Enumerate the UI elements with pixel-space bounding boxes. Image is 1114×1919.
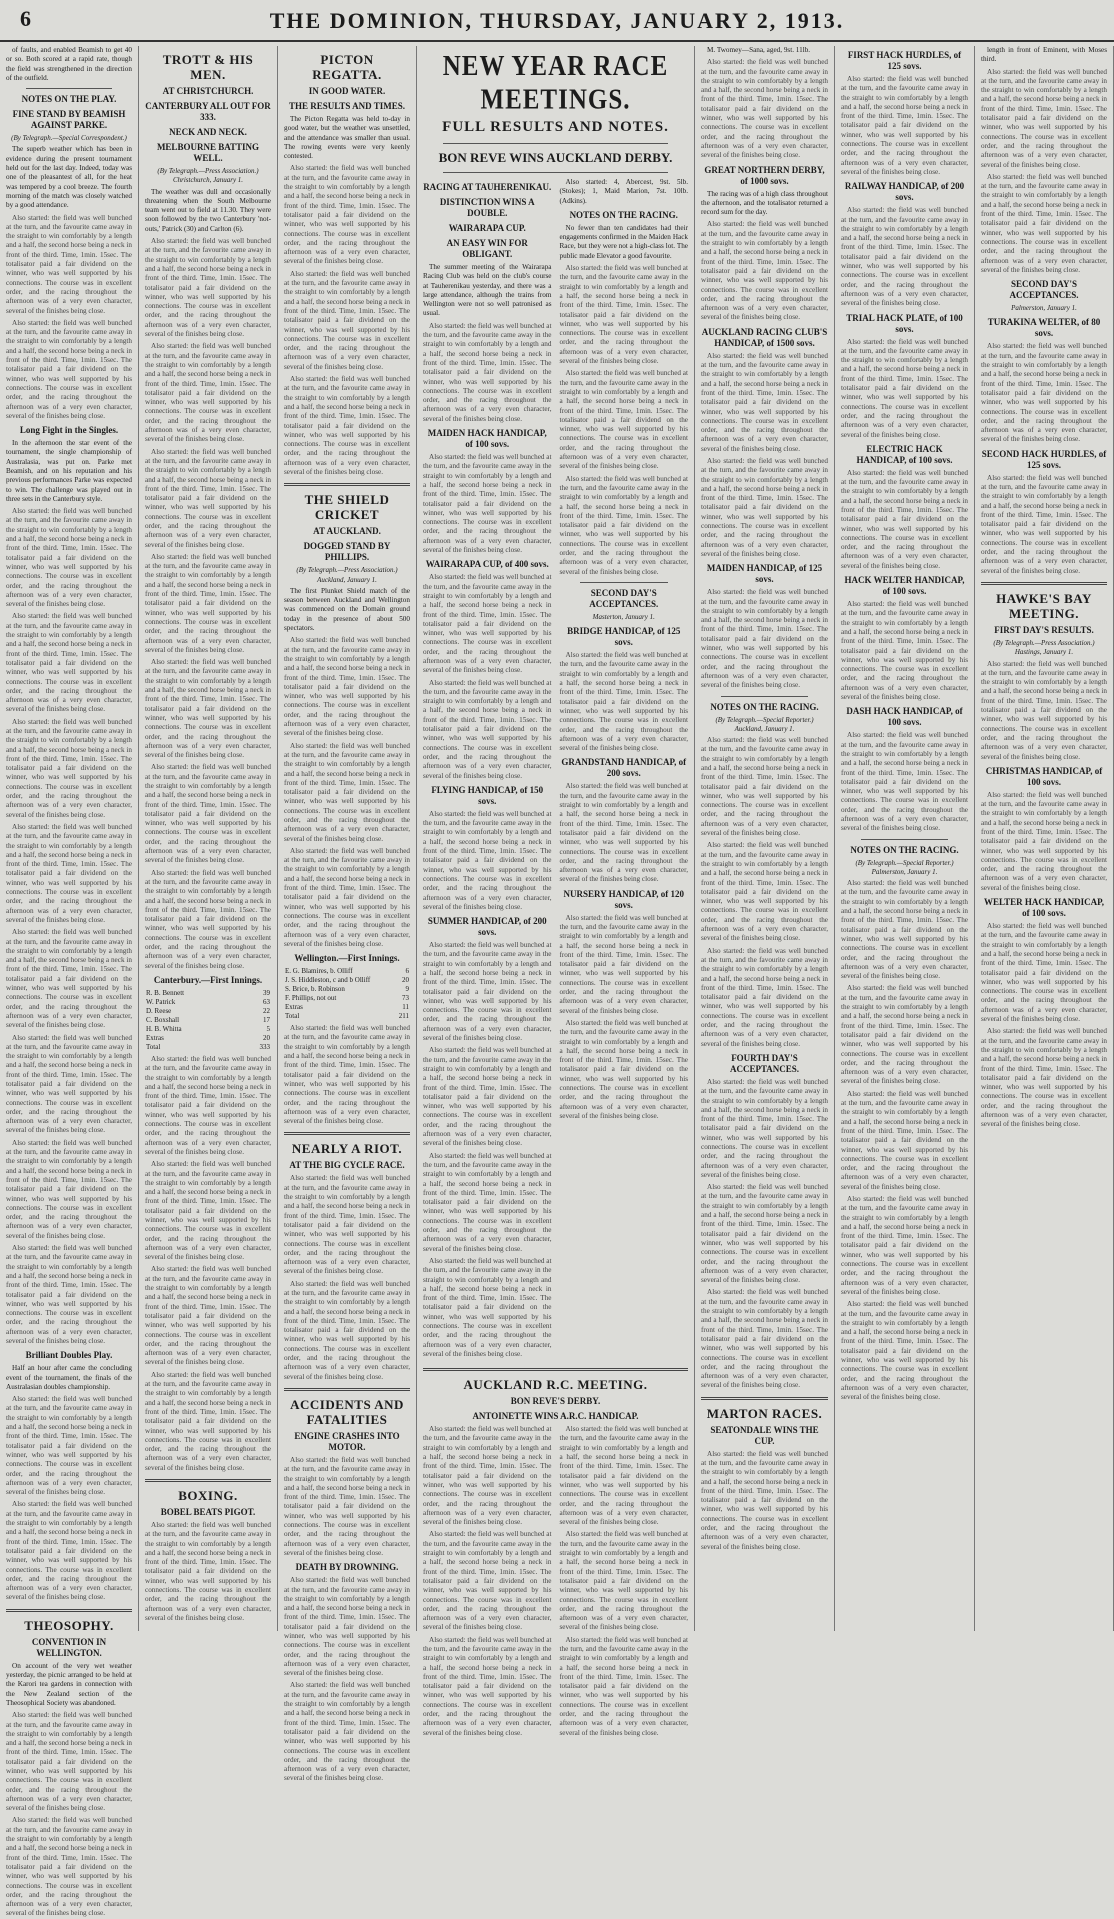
article-text: The racing was of a high class throughout the afternoon, and the totalisator returned a record sum for the day.	[701, 189, 828, 217]
column-1	[0, 46, 139, 1918]
lead-headline: NEW YEAR RACE MEETINGS.	[442, 50, 669, 116]
section-heading: NOTES ON THE RACING.	[850, 844, 959, 855]
column-4-lead	[417, 46, 695, 1737]
article-text: Also started: the field was well bunched at the turn, and the favourite came away in the straight to win comfortably by a length and a half, the second horse being a neck in front of the third. Time, 1min. 15sec. The totalisator paid a fair dividend on the winner, who was well supported by his connections. The course was in excellent order, and the racing throughout the afternoon was of a very even character, several of the finishes being close.	[981, 790, 1107, 892]
article-text: Also started: the field was well bunched at the turn, and the favourite came away in the straight to win comfortably by a length and a half, the second horse being a neck in front of the third. Time, 1min. 15sec. The totalisator paid a fair dividend on the winner, who was well supported by his connections. The course was in excellent order, and the racing throughout the afternoon was of a very even character, several of the finishes being close.	[145, 1054, 271, 1156]
article-headline: TROTT & HIS MEN.	[162, 52, 254, 82]
article-text: Also started: the field was well bunched at the turn, and the favourite came away in the straight to win comfortably by a length and a half, the second horse being a neck in front of the third. Time, 1min. 15sec. The totalisator paid a fair dividend on the winner, who was well supported by his connections. The course was in excellent order, and the racing throughout the afternoon was of a very even character, several of the finishes being close.	[841, 206, 968, 308]
article-text: Also started: the field was well bunched at the turn, and the favourite came away in the straight to win comfortably by a length and a half, the second horse being a neck in front of the third. Time, 1min. 15sec. The totalisator paid a fair dividend on the winner, who was well supported by his connections. The course was in excellent order, and the racing throughout the afternoon was of a very even character, several of the finishes being close.	[841, 600, 968, 702]
lead-column-left	[423, 178, 552, 1362]
race-title: NURSERY HANDICAP, of 120 sovs.	[563, 888, 685, 910]
table-title: Canterbury.—First Innings.	[153, 974, 263, 985]
article-text: The weather was dull and occasionally threatening when the South Melbourne team went out to field at 11.30. They were soon followed by the two Canterbury 'not-outs,' Patrick (30) and Carlton (6).	[145, 187, 271, 233]
column-3	[278, 46, 417, 1783]
article-text: Also started: the field was well bunched at the turn, and the favourite came away in the straight to win comfortably by a length and a half, the second horse being a neck in front of the third. Time, 1min. 15sec. The totalisator paid a fair dividend on the winner, who was well supported by his connections. The course was in excellent order, and the racing throughout the afternoon was of a very even character, several of the finishes being close.	[981, 922, 1107, 1024]
section-heading: NOTES ON THE RACING.	[710, 701, 819, 712]
article-text: Also started: the field was well bunched at the turn, and the favourite came away in the straight to win comfortably by a length and a half, the second horse being a neck in front of the third. Time, 1min. 15sec. The totalisator paid a fair dividend on the winner, who was well supported by his connections. The course was in excellent order, and the racing throughout the afternoon was of a very even character, several of the finishes being close.	[284, 1279, 410, 1381]
subheading: NECK AND NECK.	[169, 127, 247, 137]
article-text: Also started: the field was well bunched at the turn, and the favourite came away in the straight to win comfortably by a length and a half, the second horse being a neck in front of the third. Time, 1min. 15sec. The totalisator paid a fair dividend on the winner, who was well supported by his connections. The course was in excellent order, and the racing throughout the afternoon was of a very even character, several of the finishes being close.	[6, 1816, 132, 1918]
article-text: Also started: the field was well bunched at the turn, and the favourite came away in the straight to win comfortably by a length and a half, the second horse being a neck in front of the third. Time, 1min. 15sec. The totalisator paid a fair dividend on the winner, who was well supported by his connections. The course was in excellent order, and the racing throughout the afternoon was of a very even character, several of the finishes being close.	[559, 651, 688, 753]
section-heading: NOTES ON THE PLAY.	[21, 94, 117, 105]
subheading: WAIRARAPA CUP.	[448, 223, 526, 233]
article-headline: MARTON RACES.	[706, 1405, 823, 1421]
article-text: Also started: the field was well bunched at the turn, and the favourite came away in the straight to win comfortably by a length and a half, the second horse being a neck in front of the third. Time, 1min. 15sec. The totalisator paid a fair dividend on the winner, who was well supported by his connections. The course was in excellent order, and the racing throughout the afternoon was of a very even character, several of the finishes being close.	[6, 213, 132, 315]
lead-column-right	[560, 178, 689, 1362]
race-title: AUCKLAND RACING CLUB'S HANDICAP, of 1500 sovs.	[701, 326, 828, 348]
article-text: Also started: the field was well bunched at the turn, and the favourite came away in the straight to win comfortably by a length and a half, the second horse being a neck in front of the third. Time, 1min. 15sec. The totalisator paid a fair dividend on the winner, who was well supported by his connections. The course was in excellent order, and the racing throughout the afternoon was of a very even character, several of the finishes being close.	[841, 75, 968, 176]
article-text: Also started: the field was well bunched at the turn, and the favourite came away in the straight to win comfortably by a length and a half, the second horse being a neck in front of the third. Time, 1min. 15sec. The totalisator paid a fair dividend on the winner, who was well supported by his connections. The course was in excellent order, and the racing throughout the afternoon was of a very even character, several of the finishes being close.	[423, 1151, 552, 1253]
table-row: W. Patrick 63	[146, 997, 270, 1006]
article-text: Also started: the field was well bunched at the turn, and the favourite came away in the straight to win comfortably by a length and a half, the second horse being a neck in front of the third. Time, 1min. 15sec. The totalisator paid a fair dividend on the winner, who was well supported by his connections. The course was in excellent order, and the racing throughout the afternoon was of a very even character, several of the finishes being close.	[145, 552, 271, 654]
article-text: Also started: the field was well bunched at the turn, and the favourite came away in the straight to win comfortably by a length and a half, the second horse being a neck in front of the third. Time, 1min. 15sec. The totalisator paid a fair dividend on the winner, who was well supported by his connections. The course was in excellent order, and the racing throughout the afternoon was of a very even character, several of the finishes being close.	[559, 264, 688, 366]
race-title: ELECTRIC HACK HANDICAP, of 100 sovs.	[856, 443, 953, 465]
article-text: Also started: the field was well bunched at the turn, and the favourite came away in the straight to win comfortably by a length and a half, the second horse being a neck in front of the third. Time, 1min. 15sec. The totalisator paid a fair dividend on the winner, who was well supported by his connections. The course was in excellent order, and the racing throughout the afternoon was of a very even character, several of the finishes being close.	[701, 58, 828, 160]
subheading: Long Fight in the Singles.	[19, 425, 119, 436]
article-text: Also started: the field was well bunched at the turn, and the favourite came away in the straight to win comfortably by a length and a half, the second horse being a neck in front of the third. Time, 1min. 15sec. The totalisator paid a fair dividend on the winner, who was well supported by his connections. The course was in excellent order, and the racing throughout the afternoon was of a very even character, several of the finishes being close.	[841, 731, 968, 833]
article-text: Also started: the field was well bunched at the turn, and the favourite came away in the straight to win comfortably by a length and a half, the second horse being a neck in front of the third. Time, 1min. 15sec. The totalisator paid a fair dividend on the winner, who was well supported by his connections. The course was in excellent order, and the racing throughout the afternoon was of a very even character, several of the finishes being close.	[701, 1183, 828, 1285]
dateline: Palmerston, January 1.	[1011, 304, 1077, 313]
auckland-columns	[423, 1425, 688, 1741]
article-text: Also started: the field was well bunched at the turn, and the favourite came away in the straight to win comfortably by a length and a half, the second horse being a neck in front of the third. Time, 1min. 15sec. The totalisator paid a fair dividend on the winner, who was well supported by his connections. The course was in excellent order, and the racing throughout the afternoon was of a very even character, several of the finishes being close.	[423, 1046, 552, 1148]
article-text: The summer meeting of the Wairarapa Racing Club was held on the club's course at Tauherenikau yesterday, and there was a large attendance, although the trains from Wellington were not so well patronised as usual.	[423, 263, 552, 318]
page-number: 6	[20, 6, 31, 31]
article-text: Also started: 4, Abercest, 9st. 5lb. (Stokes); 1, Maid Marion, 7st. 10lb. (Adkins).	[559, 178, 688, 205]
subheading: IN GOOD WATER.	[308, 86, 386, 96]
article-text: Also started: the field was well bunched at the turn, and the favourite came away in the straight to win comfortably by a length and a half, the second horse being a neck in front of the third. Time, 1min. 15sec. The totalisator paid a fair dividend on the winner, who was well supported by his connections. The course was in excellent order, and the racing throughout the afternoon was of a very even character, several of the finishes being close.	[423, 678, 552, 780]
subheading: FINE STAND BY BEAMISH AGAINST PARKE.	[12, 109, 126, 131]
table-title: Wellington.—First Innings.	[294, 953, 400, 964]
dateline: (By Telegraph.—Special Correspondent.)	[11, 134, 127, 143]
article-text: Also started: the field was well bunched at the turn, and the favourite came away in the straight to win comfortably by a length and a half, the second horse being a neck in front of the third. Time, 1min. 15sec. The totalisator paid a fair dividend on the winner, who was well supported by his connections. The course was in excellent order, and the racing throughout the afternoon was of a very even character, several of the finishes being close.	[284, 1024, 410, 1126]
race-title: RAILWAY HANDICAP, of 200 sovs.	[844, 181, 965, 203]
race-title: CHRISTMAS HANDICAP, of 100 sovs.	[985, 765, 1103, 787]
section-heading: FOURTH DAY'S ACCEPTANCES.	[729, 1052, 800, 1074]
race-title: MAIDEN HACK HANDICAP, of 100 sovs.	[427, 428, 547, 450]
table-row: J. S. Hiddleston, c and b Olliff 20	[285, 976, 409, 985]
article-text: Also started: the field was well bunched at the turn, and the favourite came away in the straight to win comfortably by a length and a half, the second horse being a neck in front of the third. Time, 1min. 15sec. The totalisator paid a fair dividend on the winner, who was well supported by his connections. The course was in excellent order, and the racing throughout the afternoon was of a very even character, several of the finishes being close.	[981, 659, 1107, 761]
article-text: Also started: the field was well bunched at the turn, and the favourite came away in the straight to win comfortably by a length and a half, the second horse being a neck in front of the third. Time, 1min. 15sec. The totalisator paid a fair dividend on the winner, who was well supported by his connections. The course was in excellent order, and the racing throughout the afternoon was of a very even character, several of the finishes being close.	[284, 1576, 410, 1678]
column-8	[975, 46, 1114, 1631]
subheading: FIRST DAY'S RESULTS.	[994, 624, 1094, 635]
article-text: Also started: the field was well bunched at the turn, and the favourite came away in the straight to win comfortably by a length and a half, the second horse being a neck in front of the third. Time, 1min. 15sec. The totalisator paid a fair dividend on the winner, who was well supported by his connections. The course was in excellent order, and the racing throughout the afternoon was of a very even character, several of the finishes being close.	[981, 172, 1107, 274]
article-text: M. Twomey—Sana, aged, 9st. 11lb.	[707, 46, 811, 54]
article-text: Also started: the field was well bunched at the turn, and the favourite came away in the straight to win comfortably by a length and a half, the second horse being a neck in front of the third. Time, 1min. 15sec. The totalisator paid a fair dividend on the winner, who was well supported by his connections. The course was in excellent order, and the racing throughout the afternoon was of a very even character, several of the finishes being close.	[6, 1033, 132, 1135]
article-text: Also started: the field was well bunched at the turn, and the favourite came away in the straight to win comfortably by a length and a half, the second horse being a neck in front of the third. Time, 1min. 15sec. The totalisator paid a fair dividend on the winner, who was well supported by his connections. The course was in excellent order, and the racing throughout the afternoon was of a very even character, several of the finishes being close.	[841, 337, 968, 439]
article-text: Also started: the field was well bunched at the turn, and the favourite came away in the straight to win comfortably by a length and a half, the second horse being a neck in front of the third. Time, 1min. 15sec. The totalisator paid a fair dividend on the winner, who was well supported by his connections. The course was in excellent order, and the racing throughout the afternoon was of a very even character, several of the finishes being close.	[701, 1077, 828, 1179]
section-heading: SECOND DAY'S ACCEPTANCES.	[1009, 279, 1079, 301]
subheading: AN EASY WIN FOR OBLIGANT.	[446, 238, 528, 259]
article-text: Also started: the field was well bunched at the turn, and the favourite came away in the straight to win comfortably by a length and a half, the second horse being a neck in front of the third. Time, 1min. 15sec. The totalisator paid a fair dividend on the winner, who was well supported by his connections. The course was in excellent order, and the racing throughout the afternoon was of a very even character, several of the finishes being close.	[284, 1681, 410, 1783]
article-text: Also started: the field was well bunched at the turn, and the favourite came away in the straight to win comfortably by a length and a half, the second horse being a neck in front of the third. Time, 1min. 15sec. The totalisator paid a fair dividend on the winner, who was well supported by his connections. The course was in excellent order, and the racing throughout the afternoon was of a very even character, several of the finishes being close.	[559, 369, 688, 471]
article-text: Also started: the field was well bunched at the turn, and the favourite came away in the straight to win comfortably by a length and a half, the second horse being a neck in front of the third. Time, 1min. 15sec. The totalisator paid a fair dividend on the winner, who was well supported by his connections. The course was in excellent order, and the racing throughout the afternoon was of a very even character, several of the finishes being close.	[6, 1395, 132, 1497]
article-text: Also started: the field was well bunched at the turn, and the favourite came away in the straight to win comfortably by a length and a half, the second horse being a neck in front of the third. Time, 1min. 15sec. The totalisator paid a fair dividend on the winner, who was well supported by his connections. The course was in excellent order, and the racing throughout the afternoon was of a very even character, several of the finishes being close.	[6, 612, 132, 714]
section-heading: SECOND DAY'S ACCEPTANCES.	[589, 587, 659, 609]
article-text: Also started: the field was well bunched at the turn, and the favourite came away in the straight to win comfortably by a length and a half, the second horse being a neck in front of the third. Time, 1min. 15sec. The totalisator paid a fair dividend on the winner, who was well supported by his connections. The course was in excellent order, and the racing throughout the afternoon was of a very even character, several of the finishes being close.	[423, 1425, 552, 1527]
dateline: (By Telegraph.—Press Association.) Auckland, January 1.	[296, 566, 398, 584]
article-text: Also started: the field was well bunched at the turn, and the favourite came away in the straight to win comfortably by a length and a half, the second horse being a neck in front of the third. Time, 1min. 15sec. The totalisator paid a fair dividend on the winner, who was well supported by his connections. The course was in excellent order, and the racing throughout the afternoon was of a very even character, several of the finishes being close.	[284, 1174, 410, 1276]
article-text: Also started: the field was well bunched at the turn, and the favourite came away in the straight to win comfortably by a length and a half, the second horse being a neck in front of the third. Time, 1min. 15sec. The totalisator paid a fair dividend on the winner, who was well supported by his connections. The course was in excellent order, and the racing throughout the afternoon was of a very even character, several of the finishes being close.	[6, 1500, 132, 1602]
article-headline: NEARLY A RIOT.	[291, 1141, 403, 1157]
article-text: Also started: the field was well bunched at the turn, and the favourite came away in the straight to win comfortably by a length and a half, the second horse being a neck in front of the third. Time, 1min. 15sec. The totalisator paid a fair dividend on the winner, who was well supported by his connections. The course was in excellent order, and the racing throughout the afternoon was of a very even character, several of the finishes being close.	[841, 984, 968, 1086]
table-row: H. B. Whitta 5	[146, 1024, 270, 1033]
article-text: Also started: the field was well bunched at the turn, and the favourite came away in the straight to win comfortably by a length and a half, the second horse being a neck in front of the third. Time, 1min. 15sec. The totalisator paid a fair dividend on the winner, who was well supported by his connections. The course was in excellent order, and the racing throughout the afternoon was of a very even character, several of the finishes being close.	[841, 879, 968, 981]
subheading: Brilliant Doubles Play.	[25, 1350, 113, 1361]
article-text: Also started: the field was well bunched at the turn, and the favourite came away in the straight to win comfortably by a length and a half, the second horse being a neck in front of the third. Time, 1min. 15sec. The totalisator paid a fair dividend on the winner, who was well supported by his connections. The course was in excellent order, and the racing throughout the afternoon was of a very even character, several of the finishes being close.	[559, 782, 688, 884]
article-text: Also started: the field was well bunched at the turn, and the favourite came away in the straight to win comfortably by a length and a half, the second horse being a neck in front of the third. Time, 1min. 15sec. The totalisator paid a fair dividend on the winner, who was well supported by his connections. The course was in excellent order, and the racing throughout the afternoon was of a very even character, several of the finishes being close.	[284, 375, 410, 476]
race-title: DASH HACK HANDICAP, of 100 sovs.	[846, 706, 963, 728]
article-text: Also started: the field was well bunched at the turn, and the favourite came away in the straight to win comfortably by a length and a half, the second horse being a neck in front of the third. Time, 1min. 15sec. The totalisator paid a fair dividend on the winner, who was well supported by his connections. The course was in excellent order, and the racing throughout the afternoon was of a very even character, several of the finishes being close.	[841, 1300, 968, 1402]
race-title: FLYING HANDICAP, of 150 sovs.	[431, 784, 544, 806]
article-text: Also started: the field was well bunched at the turn, and the favourite came away in the straight to win comfortably by a length and a half, the second horse being a neck in front of the third. Time, 1min. 15sec. The totalisator paid a fair dividend on the winner, who was well supported by his connections. The course was in excellent order, and the racing throughout the afternoon was of a very even character, several of the finishes being close.	[981, 67, 1107, 169]
article-text: Also started: the field was well bunched at the turn, and the favourite came away in the straight to win comfortably by a length and a half, the second horse being a neck in front of the third. Time, 1min. 15sec. The totalisator paid a fair dividend on the winner, who was well supported by his connections. The course was in excellent order, and the racing throughout the afternoon was of a very even character, several of the finishes being close.	[145, 1521, 271, 1622]
article-text: No fewer than ten candidates had their engagements confirmed in the Maiden Hack Race, but they were not a high-class lot. The public made Elevator a good favourite.	[559, 223, 688, 260]
article-text: Also started: the field was well bunched at the turn, and the favourite came away in the straight to win comfortably by a length and a half, the second horse being a neck in front of the third. Time, 1min. 15sec. The totalisator paid a fair dividend on the winner, who was well supported by his connections. The course was in excellent order, and the racing throughout the afternoon was of a very even character, several of the finishes being close.	[6, 507, 132, 609]
article-text: Also started: the field was well bunched at the turn, and the favourite came away in the straight to win comfortably by a length and a half, the second horse being a neck in front of the third. Time, 1min. 15sec. The totalisator paid a fair dividend on the winner, who was well supported by his connections. The course was in excellent order, and the racing throughout the afternoon was of a very even character, several of the finishes being close.	[423, 1530, 552, 1632]
article-text: Also started: the field was well bunched at the turn, and the favourite came away in the straight to win comfortably by a length and a half, the second horse being a neck in front of the third. Time, 1min. 15sec. The totalisator paid a fair dividend on the winner, who was well supported by his connections. The course was in excellent order, and the racing throughout the afternoon was of a very even character, several of the finishes being close.	[423, 1635, 552, 1737]
article-text: Also started: the field was well bunched at the turn, and the favourite came away in the straight to win comfortably by a length and a half, the second horse being a neck in front of the third. Time, 1min. 15sec. The totalisator paid a fair dividend on the winner, who was well supported by his connections. The course was in excellent order, and the racing throughout the afternoon was of a very even character, several of the finishes being close.	[145, 237, 271, 339]
dateline: (By Telegraph.—Press Association.) Hastings, January 1.	[993, 638, 1095, 657]
table-row: E. G. Blamires, b. Olliff 6	[285, 967, 409, 976]
score-table	[145, 989, 271, 1052]
article-text: The first Plunket Shield match of the season between Auckland and Wellington was commenced on the Domain ground today in the presence of about 500 spectators.	[284, 586, 410, 633]
subheading: DOGGED STAND BY PHILLIPS.	[303, 541, 391, 563]
article-text: In the afternoon the star event of the tournament, the single championship of Australasia, was put on. Parke met Beamish, and on his reputation and his previous performances Parke was expected to win. The challenge was played out in three sets in the Canterbury style.	[6, 439, 132, 503]
table-row: Total 333	[146, 1042, 270, 1051]
subheading: CONVENTION IN WELLINGTON.	[31, 1636, 107, 1658]
article-text: Also started: the field was well bunched at the turn, and the favourite came away in the straight to win comfortably by a length and a half, the second horse being a neck in front of the third. Time, 1min. 15sec. The totalisator paid a fair dividend on the winner, who was well supported by his connections. The course was in excellent order, and the racing throughout the afternoon was of a very even character, several of the finishes being close.	[841, 468, 968, 570]
article-text: Also started: the field was well bunched at the turn, and the favourite came away in the straight to win comfortably by a length and a half, the second horse being a neck in front of the third. Time, 1min. 15sec. The totalisator paid a fair dividend on the winner, who was well supported by his connections. The course was in excellent order, and the racing throughout the afternoon was of a very even character, several of the finishes being close.	[423, 573, 552, 675]
table-row: S. Brice, b. Robinson 9	[285, 985, 409, 994]
article-text: Also started: the field was well bunched at the turn, and the favourite came away in the straight to win comfortably by a length and a half, the second horse being a neck in front of the third. Time, 1min. 15sec. The totalisator paid a fair dividend on the winner, who was well supported by his connections. The course was in excellent order, and the racing throughout the afternoon was of a very even character, several of the finishes being close.	[284, 846, 410, 948]
article-text: Also started: the field was well bunched at the turn, and the favourite came away in the straight to win comfortably by a length and a half, the second horse being a neck in front of the third. Time, 1min. 15sec. The totalisator paid a fair dividend on the winner, who was well supported by his connections. The course was in excellent order, and the racing throughout the afternoon was of a very even character, several of the finishes being close.	[701, 351, 828, 453]
dateline: (By Telegraph.—Special Reporter.) Auckland, January 1.	[715, 715, 814, 733]
article-text: Also started: the field was well bunched at the turn, and the favourite came away in the straight to win comfortably by a length and a half, the second horse being a neck in front of the third. Time, 1min. 15sec. The totalisator paid a fair dividend on the winner, who was well supported by his connections. The course was in excellent order, and the racing throughout the afternoon was of a very even character, several of the finishes being close.	[284, 269, 410, 371]
article-text: Also started: the field was well bunched at the turn, and the favourite came away in the straight to win comfortably by a length and a half, the second horse being a neck in front of the third. Time, 1min. 15sec. The totalisator paid a fair dividend on the winner, who was well supported by his connections. The course was in excellent order, and the racing throughout the afternoon was of a very even character, several of the finishes being close.	[145, 658, 271, 760]
article-text: Also started: the field was well bunched at the turn, and the favourite came away in the straight to win comfortably by a length and a half, the second horse being a neck in front of the third. Time, 1min. 15sec. The totalisator paid a fair dividend on the winner, who was well supported by his connections. The course was in excellent order, and the racing throughout the afternoon was of a very even character, several of the finishes being close.	[559, 1635, 688, 1737]
article-headline: PICTON REGATTA.	[312, 52, 382, 82]
article-text: Also started: the field was well bunched at the turn, and the favourite came away in the straight to win comfortably by a length and a half, the second horse being a neck in front of the third. Time, 1min. 15sec. The totalisator paid a fair dividend on the winner, who was well supported by his connections. The course was in excellent order, and the racing throughout the afternoon was of a very even character, several of the finishes being close.	[284, 164, 410, 266]
article-headline: THE SHIELD CRICKET	[304, 492, 390, 523]
article-text: Also started: the field was well bunched at the turn, and the favourite came away in the straight to win comfortably by a length and a half, the second horse being a neck in front of the third. Time, 1min. 15sec. The totalisator paid a fair dividend on the winner, who was well supported by his connections. The course was in excellent order, and the racing throughout the afternoon was of a very even character, several of the finishes being close.	[559, 1530, 688, 1632]
subheading: DEATH BY DROWNING.	[295, 1562, 399, 1573]
article-text: Also started: the field was well bunched at the turn, and the favourite came away in the straight to win comfortably by a length and a half, the second horse being a neck in front of the third. Time, 1min. 15sec. The totalisator paid a fair dividend on the winner, who was well supported by his connections. The course was in excellent order, and the racing throughout the afternoon was of a very even character, several of the finishes being close.	[701, 456, 828, 558]
lead-deck: BON REVE WINS AUCKLAND DERBY.	[438, 150, 673, 165]
column-7	[835, 46, 975, 1631]
article-text: Also started: the field was well bunched at the turn, and the favourite came away in the straight to win comfortably by a length and a half, the second horse being a neck in front of the third. Time, 1min. 15sec. The totalisator paid a fair dividend on the winner, who was well supported by his connections. The course was in excellent order, and the racing throughout the afternoon was of a very even character, several of the finishes being close.	[284, 741, 410, 843]
race-title: SUMMER HANDICAP, of 200 sovs.	[427, 916, 547, 938]
subheading: CANTERBURY ALL OUT FOR 333.	[145, 101, 271, 122]
subheading: RACING AT TAUHERENIKAU.	[423, 182, 552, 192]
race-title: SECOND HACK HURDLES, of 125 sovs.	[981, 448, 1107, 470]
race-title: GREAT NORTHERN DERBY, of 1000 sovs.	[704, 164, 825, 186]
subheading: SEATONDALE WINS THE CUP.	[710, 1424, 819, 1446]
article-text: Also started: the field was well bunched at the turn, and the favourite came away in the straight to win comfortably by a length and a half, the second horse being a neck in front of the third. Time, 1min. 15sec. The totalisator paid a fair dividend on the winner, who was well supported by his connections. The course was in excellent order, and the racing throughout the afternoon was of a very even character, several of the finishes being close.	[145, 1370, 271, 1472]
column-2	[139, 46, 278, 1631]
article-text: Also started: the field was well bunched at the turn, and the favourite came away in the straight to win comfortably by a length and a half, the second horse being a neck in front of the third. Time, 1min. 15sec. The totalisator paid a fair dividend on the winner, who was well supported by his connections. The course was in excellent order, and the racing throughout the afternoon was of a very even character, several of the finishes being close.	[701, 220, 828, 322]
subheading: AT AUCKLAND.	[313, 526, 381, 537]
race-title: TURAKINA WELTER, of 80 sovs.	[987, 317, 1101, 339]
article-headline: BOXING.	[178, 1488, 238, 1503]
masthead	[0, 0, 1114, 42]
table-row: Total 211	[285, 1012, 409, 1021]
article-text: Also started: the field was well bunched at the turn, and the favourite came away in the straight to win comfortably by a length and a half, the second horse being a neck in front of the third. Time, 1min. 15sec. The totalisator paid a fair dividend on the winner, who was well supported by his connections. The course was in excellent order, and the racing throughout the afternoon was of a very even character, several of the finishes being close.	[145, 1265, 271, 1367]
article-text: Also started: the field was well bunched at the turn, and the favourite came away in the straight to win comfortably by a length and a half, the second horse being a neck in front of the third. Time, 1min. 15sec. The totalisator paid a fair dividend on the winner, who was well supported by his connections. The course was in excellent order, and the racing throughout the afternoon was of a very even character, several of the finishes being close.	[981, 1027, 1107, 1129]
table-row: Extras 20	[146, 1033, 270, 1042]
race-title: GRANDSTAND HANDICAP, of 200 sovs.	[561, 757, 687, 779]
race-title: BRIDGE HANDICAP, of 125 sovs.	[567, 626, 681, 648]
section-heading: THEOSOPHY.	[24, 1617, 114, 1633]
article-text: Also started: the field was well bunched at the turn, and the favourite came away in the straight to win comfortably by a length and a half, the second horse being a neck in front of the third. Time, 1min. 15sec. The totalisator paid a fair dividend on the winner, who was well supported by his connections. The course was in excellent order, and the racing throughout the afternoon was of a very even character, several of the finishes being close.	[841, 1089, 968, 1191]
article-text: of faults, and enabled Beamish to get 40 or so. Both scored at a rapid rate, though the field was strengthened in the direction of the outfield.	[6, 46, 132, 82]
dateline: Masterton, January 1.	[592, 612, 655, 621]
article-text: Also started: the field was well bunched at the turn, and the favourite came away in the straight to win comfortably by a length and a half, the second horse being a neck in front of the third. Time, 1min. 15sec. The totalisator paid a fair dividend on the winner, who was well supported by his connections. The course was in excellent order, and the racing throughout the afternoon was of a very even character, several of the finishes being close.	[701, 736, 828, 838]
subheading: BOBEL BEATS PIGOT.	[160, 1507, 256, 1517]
article-headline: ACCIDENTS AND FATALITIES	[290, 1396, 404, 1427]
lead-subheadline: FULL RESULTS AND NOTES.	[442, 119, 669, 135]
article-text: Also started: the field was well bunched at the turn, and the favourite came away in the straight to win comfortably by a length and a half, the second horse being a neck in front of the third. Time, 1min. 15sec. The totalisator paid a fair dividend on the winner, who was well supported by his connections. The course was in excellent order, and the racing throughout the afternoon was of a very even character, several of the finishes being close.	[559, 474, 688, 576]
article-text: Also started: the field was well bunched at the turn, and the favourite came away in the straight to win comfortably by a length and a half, the second horse being a neck in front of the third. Time, 1min. 15sec. The totalisator paid a fair dividend on the winner, who was well supported by his connections. The course was in excellent order, and the racing throughout the afternoon was of a very even character, several of the finishes being close.	[6, 822, 132, 924]
article-text: Also started: the field was well bunched at the turn, and the favourite came away in the straight to win comfortably by a length and a half, the second horse being a neck in front of the third. Time, 1min. 15sec. The totalisator paid a fair dividend on the winner, who was well supported by his connections. The course was in excellent order, and the racing throughout the afternoon was of a very even character, several of the finishes being close.	[981, 342, 1107, 444]
article-text: Also started: the field was well bunched at the turn, and the favourite came away in the straight to win comfortably by a length and a half, the second horse being a neck in front of the third. Time, 1min. 15sec. The totalisator paid a fair dividend on the winner, who was well supported by his connections. The course was in excellent order, and the racing throughout the afternoon was of a very even character, several of the finishes being close.	[423, 453, 552, 555]
subheading: THE RESULTS AND TIMES.	[288, 101, 406, 111]
article-text: Also started: the field was well bunched at the turn, and the favourite came away in the straight to win comfortably by a length and a half, the second horse being a neck in front of the third. Time, 1min. 15sec. The totalisator paid a fair dividend on the winner, who was well supported by his connections. The course was in excellent order, and the racing throughout the afternoon was of a very even character, several of the finishes being close.	[423, 809, 552, 911]
newspaper-title: THE DOMINION, THURSDAY, JANUARY 2, 1913.	[269, 8, 845, 33]
article-text: Also started: the field was well bunched at the turn, and the favourite came away in the straight to win comfortably by a length and a half, the second horse being a neck in front of the third. Time, 1min. 15sec. The totalisator paid a fair dividend on the winner, who was well supported by his connections. The course was in excellent order, and the racing throughout the afternoon was of a very even character, several of the finishes being close.	[6, 1138, 132, 1240]
race-title: HACK WELTER HANDICAP, of 100 sovs.	[844, 575, 965, 597]
article-text: Also started: the field was well bunched at the turn, and the favourite came away in the straight to win comfortably by a length and a half, the second horse being a neck in front of the third. Time, 1min. 15sec. The totalisator paid a fair dividend on the winner, who was well supported by his connections. The course was in excellent order, and the racing throughout the afternoon was of a very even character, several of the finishes being close.	[145, 342, 271, 444]
article-text: Also started: the field was well bunched at the turn, and the favourite came away in the straight to win comfortably by a length and a half, the second horse being a neck in front of the third. Time, 1min. 15sec. The totalisator paid a fair dividend on the winner, who was well supported by his connections. The course was in excellent order, and the racing throughout the afternoon was of a very even character, several of the finishes being close.	[701, 946, 828, 1048]
article-text: Also started: the field was well bunched at the turn, and the favourite came away in the straight to win comfortably by a length and a half, the second horse being a neck in front of the third. Time, 1min. 15sec. The totalisator paid a fair dividend on the winner, who was well supported by his connections. The course was in excellent order, and the racing throughout the afternoon was of a very even character, several of the finishes being close.	[284, 636, 410, 738]
article-text: Also started: the field was well bunched at the turn, and the favourite came away in the straight to win comfortably by a length and a half, the second horse being a neck in front of the third. Time, 1min. 15sec. The totalisator paid a fair dividend on the winner, who was well supported by his connections. The course was in excellent order, and the racing throughout the afternoon was of a very even character, several of the finishes being close.	[6, 1711, 132, 1813]
race-title: WAIRARAPA CUP, of 400 sovs.	[425, 559, 549, 570]
column-6	[695, 46, 835, 1631]
race-title: WELTER HACK HANDICAP, of 100 sovs.	[983, 897, 1105, 919]
subheading: AT THE BIG CYCLE RACE.	[289, 1160, 405, 1171]
article-text: Also started: the field was well bunched at the turn, and the favourite came away in the straight to win comfortably by a length and a half, the second horse being a neck in front of the third. Time, 1min. 15sec. The totalisator paid a fair dividend on the winner, who was well supported by his connections. The course was in excellent order, and the racing throughout the afternoon was of a very even character, several of the finishes being close.	[6, 318, 132, 420]
lead-columns	[423, 178, 688, 1362]
article-text: Also started: the field was well bunched at the turn, and the favourite came away in the straight to win comfortably by a length and a half, the second horse being a neck in front of the third. Time, 1min. 15sec. The totalisator paid a fair dividend on the winner, who was well supported by his connections. The course was in excellent order, and the racing throughout the afternoon was of a very even character, several of the finishes being close.	[145, 763, 271, 865]
article-text: Also started: the field was well bunched at the turn, and the favourite came away in the straight to win comfortably by a length and a half, the second horse being a neck in front of the third. Time, 1min. 15sec. The totalisator paid a fair dividend on the winner, who was well supported by his connections. The course was in excellent order, and the racing throughout the afternoon was of a very even character, several of the finishes being close.	[6, 1244, 132, 1345]
article-headline: HAWKE'S BAY MEETING.	[996, 590, 1092, 621]
article-text: Also started: the field was well bunched at the turn, and the favourite came away in the straight to win comfortably by a length and a half, the second horse being a neck in front of the third. Time, 1min. 15sec. The totalisator paid a fair dividend on the winner, who was well supported by his connections. The course was in excellent order, and the racing throughout the afternoon was of a very even character, several of the finishes being close.	[145, 447, 271, 549]
table-row: Extras 11	[285, 1003, 409, 1012]
subheading: MELBOURNE BATTING WELL.	[156, 142, 260, 163]
article-text: Also started: the field was well bunched at the turn, and the favourite came away in the straight to win comfortably by a length and a half, the second horse being a neck in front of the third. Time, 1min. 15sec. The totalisator paid a fair dividend on the winner, who was well supported by his connections. The course was in excellent order, and the racing throughout the afternoon was of a very even character, several of the finishes being close.	[284, 1455, 410, 1557]
article-text: Also started: the field was well bunched at the turn, and the favourite came away in the straight to win comfortably by a length and a half, the second horse being a neck in front of the third. Time, 1min. 15sec. The totalisator paid a fair dividend on the winner, who was well supported by his connections. The course was in excellent order, and the racing throughout the afternoon was of a very even character, several of the finishes being close.	[701, 841, 828, 943]
table-row: D. Reese 22	[146, 1006, 270, 1015]
article-text: Also started: the field was well bunched at the turn, and the favourite came away in the straight to win comfortably by a length and a half, the second horse being a neck in front of the third. Time, 1min. 15sec. The totalisator paid a fair dividend on the winner, who was well supported by his connections. The course was in excellent order, and the racing throughout the afternoon was of a very even character, several of the finishes being close.	[701, 1288, 828, 1390]
article-text: Half an hour after came the concluding event of the tournament, the finals of the Australasian doubles championship.	[6, 1364, 132, 1391]
article-text: length in front of Eminent, with Moses third.	[981, 46, 1107, 64]
article-text: Also started: the field was well bunched at the turn, and the favourite came away in the straight to win comfortably by a length and a half, the second horse being a neck in front of the third. Time, 1min. 15sec. The totalisator paid a fair dividend on the winner, who was well supported by his connections. The course was in excellent order, and the racing throughout the afternoon was of a very even character, several of the finishes being close.	[841, 1194, 968, 1296]
table-row: F. Phillips, not out 73	[285, 994, 409, 1003]
dateline: (By Telegraph.—Special Reporter.) Palmerston, January 1.	[855, 858, 954, 876]
article-text: Also started: the field was well bunched at the turn, and the favourite came away in the straight to win comfortably by a length and a half, the second horse being a neck in front of the third. Time, 1min. 15sec. The totalisator paid a fair dividend on the winner, who was well supported by his connections. The course was in excellent order, and the racing throughout the afternoon was of a very even character, several of the finishes being close.	[701, 1449, 828, 1551]
article-text: The Picton Regatta was held to-day in good water, but the weather was unsettled, and the attendance was smaller than usual. The rowing events were very keenly contested.	[284, 115, 410, 161]
article-text: Also started: the field was well bunched at the turn, and the favourite came away in the straight to win comfortably by a length and a half, the second horse being a neck in front of the third. Time, 1min. 15sec. The totalisator paid a fair dividend on the winner, who was well supported by his connections. The course was in excellent order, and the racing throughout the afternoon was of a very even character, several of the finishes being close.	[423, 941, 552, 1043]
subheading: ANTOINETTE WINS A.R.C. HANDICAP.	[472, 1411, 639, 1422]
article-text: On account of the very wet weather yesterday, the picnic arranged to be held at the Karori tea gardens in connection with the New Zealand section of the Theosophical Society was abandoned.	[6, 1661, 132, 1707]
article-text: Also started: the field was well bunched at the turn, and the favourite came away in the straight to win comfortably by a length and a half, the second horse being a neck in front of the third. Time, 1min. 15sec. The totalisator paid a fair dividend on the winner, who was well supported by his connections. The course was in excellent order, and the racing throughout the afternoon was of a very even character, several of the finishes being close.	[559, 913, 688, 1015]
article-text: Also started: the field was well bunched at the turn, and the favourite came away in the straight to win comfortably by a length and a half, the second horse being a neck in front of the third. Time, 1min. 15sec. The totalisator paid a fair dividend on the winner, who was well supported by his connections. The course was in excellent order, and the racing throughout the afternoon was of a very even character, several of the finishes being close.	[701, 588, 828, 690]
article-text: Also started: the field was well bunched at the turn, and the favourite came away in the straight to win comfortably by a length and a half, the second horse being a neck in front of the third. Time, 1min. 15sec. The totalisator paid a fair dividend on the winner, who was well supported by his connections. The course was in excellent order, and the racing throughout the afternoon was of a very even character, several of the finishes being close.	[145, 868, 271, 970]
subheading: ENGINE CRASHES INTO MOTOR.	[294, 1430, 400, 1452]
article-text: Also started: the field was well bunched at the turn, and the favourite came away in the straight to win comfortably by a length and a half, the second horse being a neck in front of the third. Time, 1min. 15sec. The totalisator paid a fair dividend on the winner, who was well supported by his connections. The course was in excellent order, and the racing throughout the afternoon was of a very even character, several of the finishes being close.	[6, 717, 132, 819]
article-text: Also started: the field was well bunched at the turn, and the favourite came away in the straight to win comfortably by a length and a half, the second horse being a neck in front of the third. Time, 1min. 15sec. The totalisator paid a fair dividend on the winner, who was well supported by his connections. The course was in excellent order, and the racing throughout the afternoon was of a very even character, several of the finishes being close.	[559, 1018, 688, 1120]
race-title: TRIAL HACK PLATE, of 100 sovs.	[846, 312, 963, 334]
article-text: The superb weather which has been in evidence during the present tournament held out for the last day. Indeed, today was one of the pleasantest of all, for the heat was tempered by a cool breeze. The fourth morning of the match was closely watched by a good attendance.	[6, 145, 132, 210]
score-table	[284, 967, 410, 1021]
subheading: DISTINCTION WINS A DOUBLE.	[439, 197, 535, 218]
article-text: Also started: the field was well bunched at the turn, and the favourite came away in the straight to win comfortably by a length and a half, the second horse being a neck in front of the third. Time, 1min. 15sec. The totalisator paid a fair dividend on the winner, who was well supported by his connections. The course was in excellent order, and the racing throughout the afternoon was of a very even character, several of the finishes being close.	[423, 321, 552, 423]
race-title: MAIDEN HANDICAP, of 125 sovs.	[706, 563, 823, 585]
article-text: Also started: the field was well bunched at the turn, and the favourite came away in the straight to win comfortably by a length and a half, the second horse being a neck in front of the third. Time, 1min. 15sec. The totalisator paid a fair dividend on the winner, who was well supported by his connections. The course was in excellent order, and the racing throughout the afternoon was of a very even character, several of the finishes being close.	[145, 1160, 271, 1262]
subheading: AT CHRISTCHURCH.	[162, 86, 254, 96]
dateline: (By Telegraph.—Press Association.) Christchurch, January 1.	[157, 167, 259, 185]
race-title: FIRST HACK HURDLES, of 125 sovs.	[847, 50, 962, 71]
article-text: Also started: the field was well bunched at the turn, and the favourite came away in the straight to win comfortably by a length and a half, the second horse being a neck in front of the third. Time, 1min. 15sec. The totalisator paid a fair dividend on the winner, who was well supported by his connections. The course was in excellent order, and the racing throughout the afternoon was of a very even character, several of the finishes being close.	[981, 473, 1107, 575]
table-row: R. B. Bennett 39	[146, 988, 270, 997]
subheading: BON REVE'S DERBY.	[510, 1396, 601, 1407]
article-text: Also started: the field was well bunched at the turn, and the favourite came away in the straight to win comfortably by a length and a half, the second horse being a neck in front of the third. Time, 1min. 15sec. The totalisator paid a fair dividend on the winner, who was well supported by his connections. The course was in excellent order, and the racing throughout the afternoon was of a very even character, several of the finishes being close.	[6, 928, 132, 1030]
table-row: C. Boxshall 17	[146, 1015, 270, 1024]
section-heading: NOTES ON THE RACING.	[569, 209, 678, 220]
article-text: Also started: the field was well bunched at the turn, and the favourite came away in the straight to win comfortably by a length and a half, the second horse being a neck in front of the third. Time, 1min. 15sec. The totalisator paid a fair dividend on the winner, who was well supported by his connections. The course was in excellent order, and the racing throughout the afternoon was of a very even character, several of the finishes being close.	[423, 1256, 552, 1358]
article-text: Also started: the field was well bunched at the turn, and the favourite came away in the straight to win comfortably by a length and a half, the second horse being a neck in front of the third. Time, 1min. 15sec. The totalisator paid a fair dividend on the winner, who was well supported by his connections. The course was in excellent order, and the racing throughout the afternoon was of a very even character, several of the finishes being close.	[559, 1425, 688, 1527]
article-headline: AUCKLAND R.C. MEETING.	[463, 1377, 648, 1393]
